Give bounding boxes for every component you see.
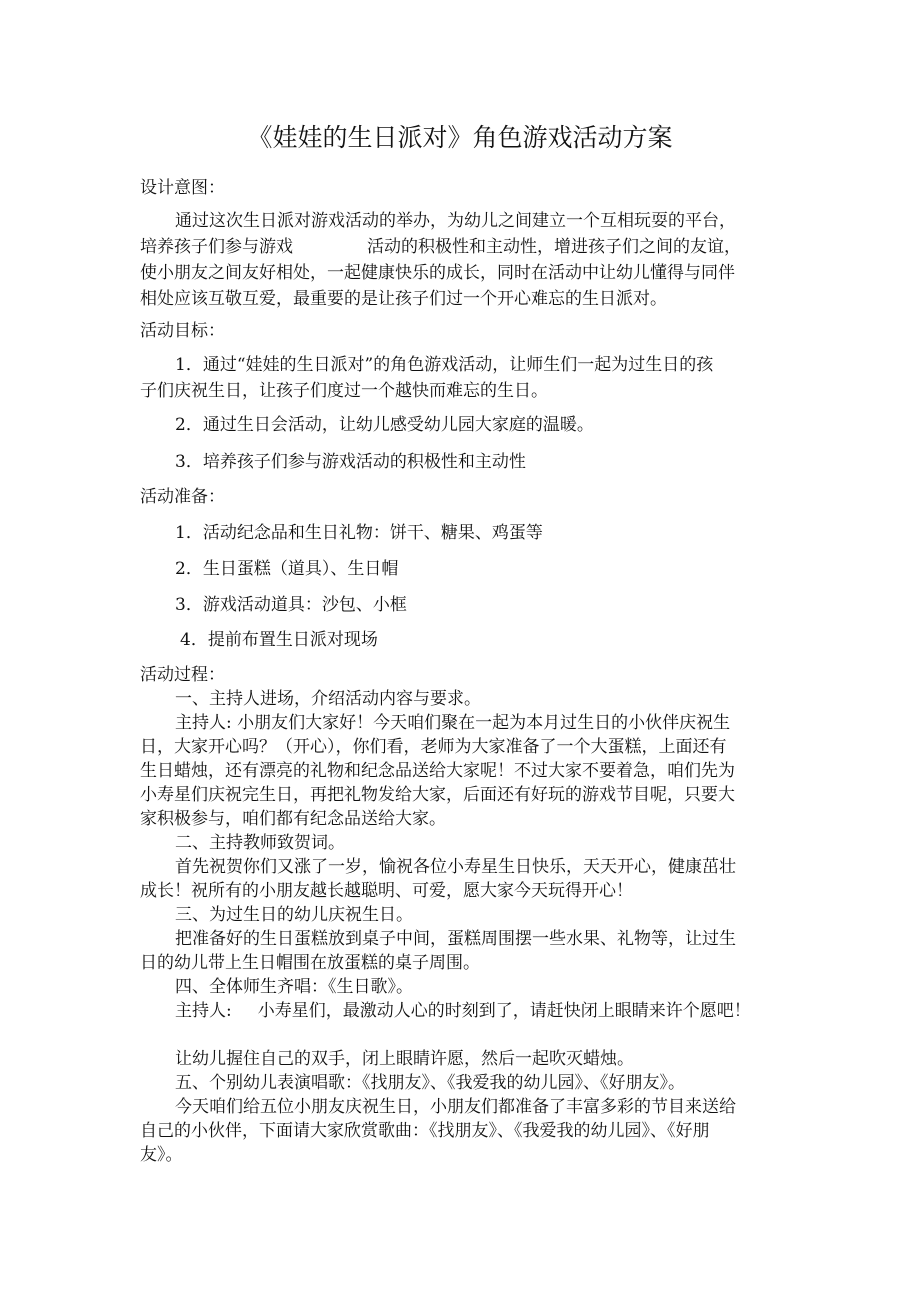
process-step-heading: 四、全体师生齐唱：《生日歌》。	[175, 977, 413, 997]
paragraph-line: 今天咱们给五位小朋友庆祝生日，小朋友们都准备了丰富多彩的节目来送给	[175, 1097, 736, 1117]
goal-item: 1．通过“娃娃的生日派对”的角色游戏活动，让师生们一起为过生日的孩	[175, 355, 714, 375]
speaker-label: 主持人:	[175, 1001, 232, 1021]
paragraph-line: 生日蜡烛，还有漂亮的礼物和纪念品送给大家呢！不过大家不要着急，咱们先为	[140, 761, 735, 781]
paragraph-line: 首先祝贺你们又涨了一岁，愉祝各位小寿星生日快乐，天天开心，健康茁壮	[175, 857, 736, 877]
process-step-heading: 五、个别幼儿表演唱歌：《找朋友》、《我爱我的幼儿园》、《好朋友》。	[175, 1073, 685, 1093]
process-step-heading: 二、主持教师致贺词。	[175, 833, 345, 853]
prep-item: 2．生日蛋糕（道具）、生日帽	[175, 559, 399, 579]
paragraph-fragment: 培养孩子们参与游戏	[140, 237, 293, 257]
process-step-heading: 一、主持人进场，介绍活动内容与要求。	[175, 689, 481, 709]
section-heading-prep: 活动准备：	[140, 487, 225, 507]
paragraph-line: 日，大家开心吗？（开心），你们看，老师为大家准备了一个大蛋糕，上面还有	[140, 737, 727, 757]
goal-item: 2．通过生日会活动，让幼儿感受幼儿园大家庭的温暖。	[175, 415, 594, 435]
section-heading-design: 设计意图：	[140, 178, 225, 198]
goal-item-continued: 子们庆祝生日，让孩子们度过一个越快而难忘的生日。	[140, 381, 548, 401]
paragraph-line: 友》。	[140, 1145, 183, 1165]
paragraph-line: 成长！祝所有的小朋友越长越聪明、可爱，愿大家今天玩得开心！	[140, 881, 633, 901]
document-title: 《娃娃的生日派对》角色游戏活动方案	[247, 123, 673, 152]
paragraph-line: 日的幼儿带上生日帽围在放蛋糕的桌子周围。	[140, 953, 480, 973]
paragraph-line: 把准备好的生日蛋糕放到桌子中间，蛋糕周围摆一些水果、礼物等，让过生	[175, 929, 736, 949]
prep-item: 4．提前布置生日派对现场	[180, 630, 378, 650]
paragraph-line: 小寿星们庆祝完生日，再把礼物发给大家，后面还有好玩的游戏节目呢，只要大	[140, 785, 735, 805]
paragraph-line: 自己的小伙伴，下面请大家欣赏歌曲：《找朋友》、《我爱我的幼儿园》、《好朋	[140, 1121, 710, 1141]
prep-item: 3．游戏活动道具：沙包、小框	[175, 595, 407, 615]
paragraph-line: 相处应该互敬互爱，最重要的是让孩子们过一个开心难忘的生日派对。	[140, 289, 667, 309]
paragraph-fragment: 活动的积极性和主动性，增进孩子们之间的友谊，	[367, 237, 741, 257]
paragraph-line: 家积极参与，咱们都有纪念品送给大家。	[140, 809, 446, 829]
speech-text: 小寿星们，最激动人心的时刻到了，请赶快闭上眼睛来许个愿吧！	[257, 1001, 751, 1021]
paragraph-line	[175, 998, 751, 1024]
prep-item: 1．活动纪念品和生日礼物：饼干、糖果、鸡蛋等	[175, 523, 543, 543]
process-step-heading: 三、为过生日的幼儿庆祝生日。	[175, 905, 413, 925]
paragraph-line: 使小朋友之间友好相处，一起健康快乐的成长，同时在活动中让幼儿懂得与同伴	[140, 263, 735, 283]
paragraph-line	[140, 234, 741, 260]
goal-item: 3．培养孩子们参与游戏活动的积极性和主动性	[175, 452, 526, 472]
section-heading-process: 活动过程：	[140, 665, 225, 685]
section-heading-goals: 活动目标：	[140, 321, 225, 341]
paragraph-line: 让幼儿握住自己的双手，闭上眼睛许愿，然后一起吹灭蜡烛。	[175, 1049, 634, 1069]
paragraph-line: 主持人: 小朋友们大家好！今天咱们聚在一起为本月过生日的小伙伴庆祝生	[175, 713, 731, 733]
paragraph-line: 通过这次生日派对游戏活动的举办，为幼儿之间建立一个互相玩耍的平台，	[175, 211, 736, 231]
